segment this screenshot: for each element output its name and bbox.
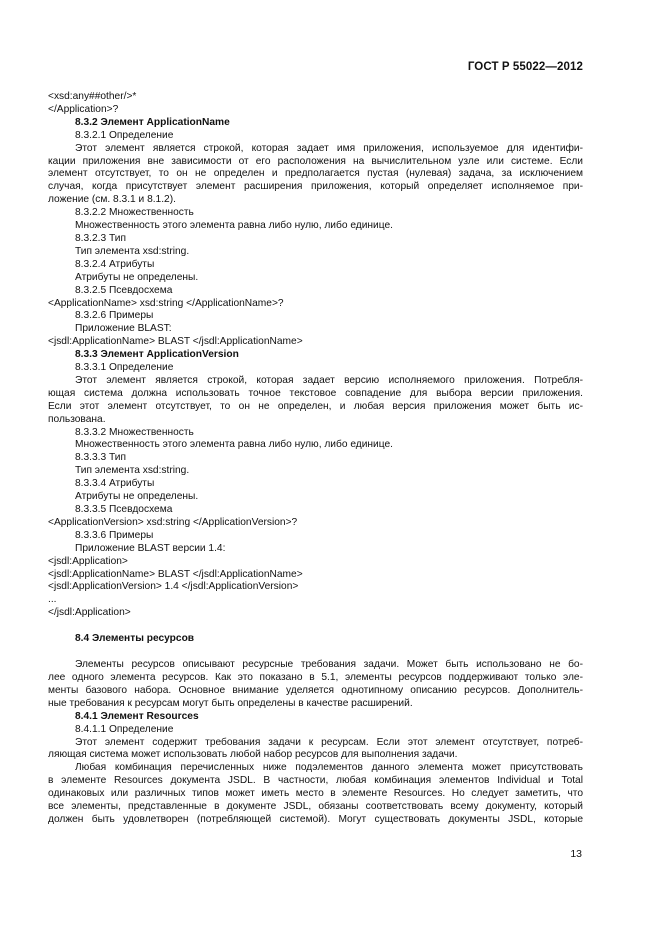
text-line: <xsd:any##other/>* [48,91,137,102]
text-line: элемент отсутствует, то он не определен и предполагается пустая (нулевая) задача, за исключением [48,168,583,180]
text-line: 8.3.3.5 Псевдосхема [75,504,173,515]
text-line: Этот элемент является строкой, которая задает версию исполняемого приложения. Потребля- [75,374,583,386]
text-line: Любая комбинация перечисленных ниже подэлементов данного элемента может присутствовать [75,762,583,774]
text-line: ющая система должна использовать точное текстовое совпадение для выбора версии приложения. [48,387,583,399]
text-line: Тип элемента xsd:string. [75,245,190,257]
text-line: Множественность этого элемента равна либо нулю, либо единице. [75,439,393,451]
text-line: 8.3.2.1 Определение [75,129,174,141]
text-line: <jsdl:Application> [48,555,128,567]
text-line: 8.3.3.2 Множественность [75,426,194,438]
text-line: ные требования к ресурсам могут быть определены в качестве расширений. [48,697,413,709]
text-line: <jsdl:ApplicationVersion> 1.4 </jsdl:ApplicationVersion> [48,581,299,593]
text-line: в элементе Resources документа JSDL. В частности, любая комбинация элементов Individual и Total [48,775,583,787]
text-line: 8.3.3.4 Атрибуты [75,478,155,490]
text-line: <jsdl:ApplicationName> BLAST </jsdl:ApplicationName> [48,568,303,580]
text-line: 8.3.2.4 Атрибуты [75,258,155,270]
text-line: Атрибуты не определены. [75,491,199,503]
text-line: одинаковых или различных типов может иметь место в элементе Resources. Но следует заметить, что [48,788,583,800]
text-line: кации приложения вне зависимости от его расположения на вычислительном узле или системе. Если [48,155,583,167]
text-line: Элементы ресурсов описывают ресурсные требования задачи. Может быть использовано не бо- [75,659,583,671]
text-line: </jsdl:Application> [48,607,131,619]
text-line: 8.4.1.1 Определение [75,723,174,735]
text-line: <jsdl:ApplicationName> BLAST </jsdl:ApplicationName> [48,336,303,348]
text-line: 8.3.2.2 Множественность [75,207,194,219]
text-line: ляющая система может использовать любой набор ресурсов для выполнения задачи. [48,749,458,761]
text-line: <ApplicationVersion> xsd:string </ApplicationVersion>? [48,516,298,528]
text-line: Атрибуты не определены. [75,271,199,283]
text-line: случая, когда присутствует элемент расширения приложения, который определяет исполняемое при- [48,181,583,193]
section-spacer [48,646,583,659]
text-line: Множественность этого элемента равна либо нулю, либо единице. [75,220,393,232]
text-line: 8.3.3.1 Определение [75,362,174,374]
text-line: пользована. [48,413,106,425]
text-line: 8.3.2.3 Тип [75,232,126,244]
section-heading: 8.4 Элементы ресурсов [75,633,195,645]
text-line: 8.3.3.3 Тип [75,452,126,464]
document-header: ГОСТ Р 55022—2012 [467,61,583,73]
text-line: Приложение BLAST: [75,323,172,335]
text-line: Если этот элемент отсутствует, то он не определен, и любая версия приложения может быть ис- [48,400,583,412]
text-line: Тип элемента xsd:string. [75,465,190,477]
text-line: Этот элемент является строкой, которая задает имя приложения, используемое для идентифи- [75,142,583,154]
section-heading: 8.3.2 Элемент ApplicationName [75,116,230,128]
section-heading: 8.3.3 Элемент ApplicationVersion [75,349,239,361]
page-number: 13 [570,848,582,860]
document-body [48,91,583,827]
text-line: ... [48,594,57,606]
text-line: все элементы, представленные в документе JSDL, обязаны соответствовать всему документу, который [48,801,583,813]
text-line: </Application>? [48,103,119,115]
section-heading: 8.4.1 Элемент Resources [75,710,199,722]
text-line: менты базового набора. Основное внимание уделяется однотипному описанию ресурсов. Дополнитель- [48,684,583,696]
text-line: <ApplicationName> xsd:string </ApplicationName>? [48,297,284,309]
text-line: ложение (см. 8.3.1 и 8.1.2). [48,194,176,206]
section-spacer [48,620,583,633]
text-line: должен быть удовлетворен (потребляющей системой). Могут существовать документы JSDL, которые [48,813,583,825]
text-line: 8.3.2.6 Примеры [75,310,154,322]
text-line: Этот элемент содержит требования задачи к ресурсам. Если этот элемент отсутствует, потреб- [75,736,583,748]
text-line: 8.3.2.5 Псевдосхема [75,284,173,296]
text-line: Приложение BLAST версии 1.4: [75,542,226,554]
text-line: 8.3.3.6 Примеры [75,529,154,541]
text-line: лее одного элемента ресурсов. Как это показано в 5.1, элементы ресурсов поддерживают только эле- [48,671,583,683]
